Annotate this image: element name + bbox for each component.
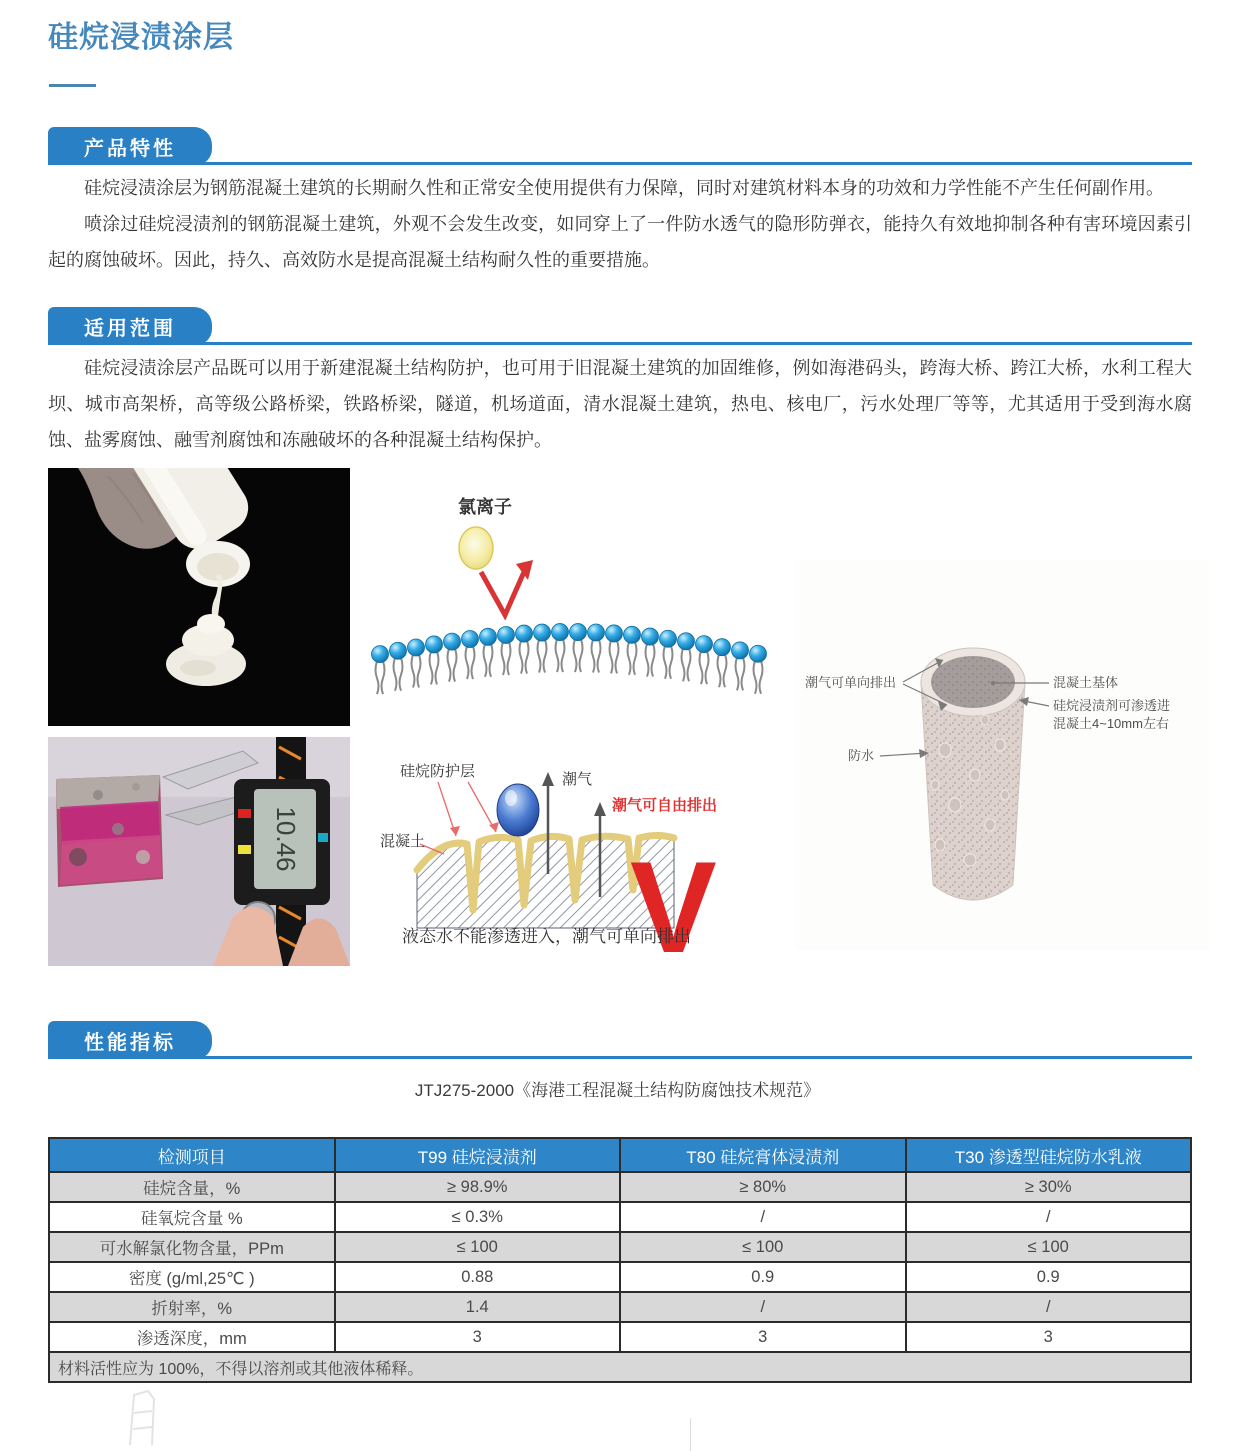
table-row <box>49 1232 1191 1262</box>
table-cell: / <box>906 1202 1192 1232</box>
table-cell: 3 <box>620 1322 906 1352</box>
caliper-display-value: 10.46 <box>271 806 301 872</box>
watermark-tower <box>110 1385 200 1451</box>
figure-caliper-photo <box>48 737 350 971</box>
table-cell: 3 <box>906 1322 1192 1352</box>
table-cell: ≥ 98.9% <box>335 1172 621 1202</box>
table-cell: 渗透深度，mm <box>49 1322 335 1352</box>
label-penetrate-2: 混凝土4~10mm左右 <box>1053 716 1169 731</box>
section-tab-features: 产品特性 <box>48 127 212 165</box>
performance-table <box>48 1137 1192 1383</box>
features-paragraph-2: 喷涂过硅烷浸渍剂的钢筋混凝土建筑，外观不会发生改变，如同穿上了一件防水透气的隐形防弹衣，能持久有效地抑制各种有害环境因素引起的腐蚀破坏。因此，持久、高效防水是提高混凝土结构耐久性的重要措施。 <box>48 214 1192 270</box>
table-cell: ≤ 0.3% <box>335 1202 621 1232</box>
caliper-photo-graphic <box>48 737 350 966</box>
table-footnote: 材料活性应为 100%，不得以溶剂或其他液体稀释。 <box>49 1352 1191 1382</box>
section-rule-scope <box>48 342 1192 345</box>
table-cell: 3 <box>335 1322 621 1352</box>
section-rule-features <box>48 162 1192 165</box>
table-cell: 0.9 <box>620 1262 906 1292</box>
table-header-row <box>49 1138 1191 1172</box>
page-title: 硅烷浸渍涂层 <box>48 21 234 54</box>
chloride-diagram-graphic <box>370 468 770 730</box>
table-cell: ≤ 100 <box>335 1232 621 1262</box>
table-cell: / <box>620 1292 906 1322</box>
label-vapor-free-out: 潮气可自由排出 <box>612 797 718 814</box>
label-vapor-out: 潮气可单向排出 <box>805 675 897 690</box>
perf-table-body <box>49 1172 1191 1352</box>
table-row <box>49 1202 1191 1232</box>
label-vapor: 潮气 <box>562 771 593 788</box>
table-row <box>49 1262 1191 1292</box>
figure-bottle-photo <box>48 468 350 731</box>
cylinder-core <box>931 656 1015 708</box>
table-row <box>49 1322 1191 1352</box>
label-penetrate-1: 硅烷浸渍剂可渗透进 <box>1053 698 1171 713</box>
section-tab-scope: 适用范围 <box>48 307 212 345</box>
moisture-caption: 液态水不能渗透进入，潮气可单向排出 <box>402 927 691 946</box>
table-cell: 可水解氯化物含量，PPm <box>49 1232 335 1262</box>
section-rule-performance <box>48 1056 1192 1059</box>
col-header-t30: T30 渗透型硅烷防水乳液 <box>906 1138 1192 1172</box>
table-caption: JTJ275-2000《海港工程混凝土结构防腐蚀技术规范》 <box>414 1081 821 1100</box>
features-paragraphs <box>48 170 1192 278</box>
table-cell: 1.4 <box>335 1292 621 1322</box>
features-paragraph-1: 硅烷浸渍涂层为钢筋混凝土建筑的长期耐久性和正常安全使用提供有力保障，同时对建筑材料本身的功效和力学性能不产生任何副作用。 <box>84 178 1164 198</box>
table-cell: 0.88 <box>335 1262 621 1292</box>
scope-paragraphs <box>48 350 1192 458</box>
col-header-t80: T80 硅烷膏体浸渍剂 <box>620 1138 906 1172</box>
table-row <box>49 1292 1191 1322</box>
moisture-diagram-graphic <box>372 742 790 980</box>
table-cell: ≥ 30% <box>906 1172 1192 1202</box>
table-cell: 硅烷含量，% <box>49 1172 335 1202</box>
table-cell: / <box>906 1292 1192 1322</box>
label-silane-layer: 硅烷防护层 <box>400 763 476 780</box>
table-cell: / <box>620 1202 906 1232</box>
label-waterproof: 防水 <box>848 748 875 763</box>
chloride-ion-label: 氯离子 <box>458 497 512 517</box>
table-cell: 0.9 <box>906 1262 1192 1292</box>
chloride-ion-circle <box>459 527 493 569</box>
red-check-v: V <box>630 834 717 980</box>
table-cell: ≥ 80% <box>620 1172 906 1202</box>
cylinder-diagram-graphic <box>795 560 1210 950</box>
table-cell: ≤ 100 <box>620 1232 906 1262</box>
watermark-line <box>690 1418 691 1451</box>
table-cell: 密度 (g/ml,25℃ ) <box>49 1262 335 1292</box>
label-concrete: 混凝土 <box>380 833 426 850</box>
section-tab-performance: 性能指标 <box>48 1021 212 1059</box>
scope-paragraph-1: 硅烷浸渍涂层产品既可以用于新建混凝土结构防护，也可用于旧混凝土建筑的加固维修，例如海港码头，跨海大桥、跨江大桥，水利工程大坝、城市高架桥，高等级公路桥梁，铁路桥梁，隧道，机场道面，清水混凝土建筑，热电、核电厂，污水处理厂等等，尤其适用于受到海水腐蚀、盐雾腐蚀、融雪剂腐蚀和冻融破坏的各种混凝土结构保护。 <box>48 358 1192 450</box>
table-cell: 折射率，% <box>49 1292 335 1322</box>
table-cell: ≤ 100 <box>906 1232 1192 1262</box>
table-row <box>49 1172 1191 1202</box>
figure-chloride-diagram <box>370 468 770 735</box>
bottle-photo-graphic <box>48 468 350 726</box>
label-matrix: 混凝土基体 <box>1053 675 1119 690</box>
col-header-item: 检测项目 <box>49 1138 335 1172</box>
col-header-t99: T99 硅烷浸渍剂 <box>335 1138 621 1172</box>
concrete-block <box>56 775 163 887</box>
figure-cylinder-diagram <box>795 560 1210 955</box>
table-cell: 硅氧烷含量 % <box>49 1202 335 1232</box>
water-droplet <box>497 784 539 836</box>
table-footnote-row <box>49 1352 1191 1382</box>
title-underline <box>49 84 96 87</box>
figure-moisture-diagram <box>372 742 790 985</box>
